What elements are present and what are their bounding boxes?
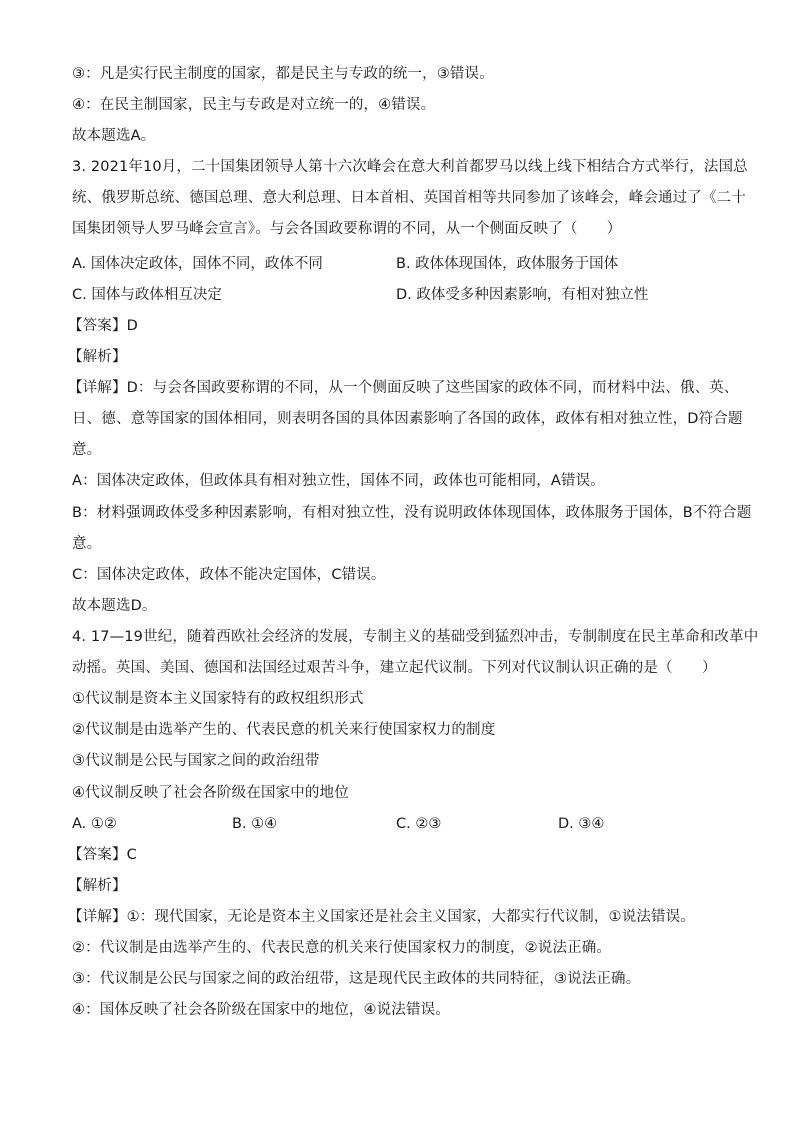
q3-analysis-label: 【解析】	[68, 349, 127, 365]
q4-option-c: C. ②③	[396, 816, 442, 832]
q4-option-d: D. ③④	[558, 816, 605, 832]
q4-answer: 【答案】C	[68, 847, 137, 863]
q3-detail-line-5: B：材料强调政体受多种因素影响，有相对独立性，没有说明政体体现国体，政体服务于国体，B不符合题	[72, 505, 752, 521]
q3-detail-line-2: 日、德、意等国家的国体相同，则表明各国的具体因素影响了各国的政体，政体有相对独立性，D符合题	[72, 411, 743, 427]
q3-option-d: D. 政体受多种因素影响，有相对独立性	[396, 287, 649, 303]
q4-option-b: B. ①④	[232, 816, 278, 832]
q3-option-c: C. 国体与政体相互决定	[72, 287, 222, 303]
q4-analysis-label: 【解析】	[68, 878, 127, 894]
q3-detail-line-7: C：国体决定政体，政体不能决定国体，C错误。	[72, 567, 386, 583]
q2-item-4: ④：在民主制国家，民主与专政是对立统一的，④错误。	[72, 97, 436, 113]
q4-detail-line-4: ④：国体反映了社会各阶级在国家中的地位，④说法错误。	[72, 1002, 450, 1018]
q3-detail-line-3: 意。	[72, 442, 102, 458]
q3-option-a: A. 国体决定政体，国体不同，政体不同	[72, 256, 323, 272]
q3-stem-line-2: 统、俄罗斯总统、德国总理、意大利总理、日本首相、英国首相等共同参加了该峰会，峰会通过了《二十	[72, 190, 746, 206]
q2-item-3: ③：凡是实行民主制度的国家，都是民主与专政的统一，③错误。	[72, 66, 494, 82]
q4-detail-line-2: ②：代议制是由选举产生的、代表民意的机关来行使国家权力的制度，②说法正确。	[72, 940, 612, 956]
q4-detail-line-1: 【详解】①：现代国家，无论是资本主义国家还是社会主义国家，大都实行代议制，①说法错误。	[68, 909, 695, 925]
q3-stem-line-1: 3. 2021年10月，二十国集团领导人第十六次峰会在意大利首都罗马以线上线下相结合方式举行，法国总	[72, 159, 748, 175]
q4-stem-line-2: 动摇。英国、美国、德国和法国经过艰苦斗争，建立起代议制。下列对代议制认识正确的是（ ）	[72, 660, 717, 676]
q4-statement-4: ④代议制反映了社会各阶级在国家中的地位	[72, 785, 349, 801]
q3-option-b: B. 政体体现国体，政体服务于国体	[396, 256, 619, 272]
q4-stem-line-1: 4. 17—19世纪，随着西欧社会经济的发展，专制主义的基础受到猛烈冲击，专制制度在民主革命和改革中	[72, 629, 759, 645]
q3-detail-line-1: 【详解】D：与会各国政要称谓的不同，从一个侧面反映了这些国家的政体不同，而材料中法、俄、英、	[68, 380, 739, 396]
q4-statement-2: ②代议制是由选举产生的、代表民意的机关来行使国家权力的制度	[72, 722, 496, 738]
q3-detail-line-4: A：国体决定政体，但政体具有相对独立性，国体不同，政体也可能相同，A错误。	[72, 473, 605, 489]
q2-conclusion: 故本题选A。	[72, 128, 156, 144]
q4-detail-line-3: ③：代议制是公民与国家之间的政治纽带，这是现代民主政体的共同特征，③说法正确。	[72, 971, 641, 987]
q3-detail-line-6: 意。	[72, 536, 102, 552]
q4-statement-1: ①代议制是资本主义国家特有的政权组织形式	[72, 691, 364, 707]
q3-stem-line-3: 国集团领导人罗马峰会宣言》。与会各国政要称谓的不同，从一个侧面反映了（ ）	[72, 221, 622, 237]
q3-conclusion: 故本题选D。	[72, 598, 157, 614]
q4-option-a: A. ①②	[72, 816, 117, 832]
q4-statement-3: ③代议制是公民与国家之间的政治纽带	[72, 753, 320, 769]
q3-answer: 【答案】D	[68, 318, 138, 334]
